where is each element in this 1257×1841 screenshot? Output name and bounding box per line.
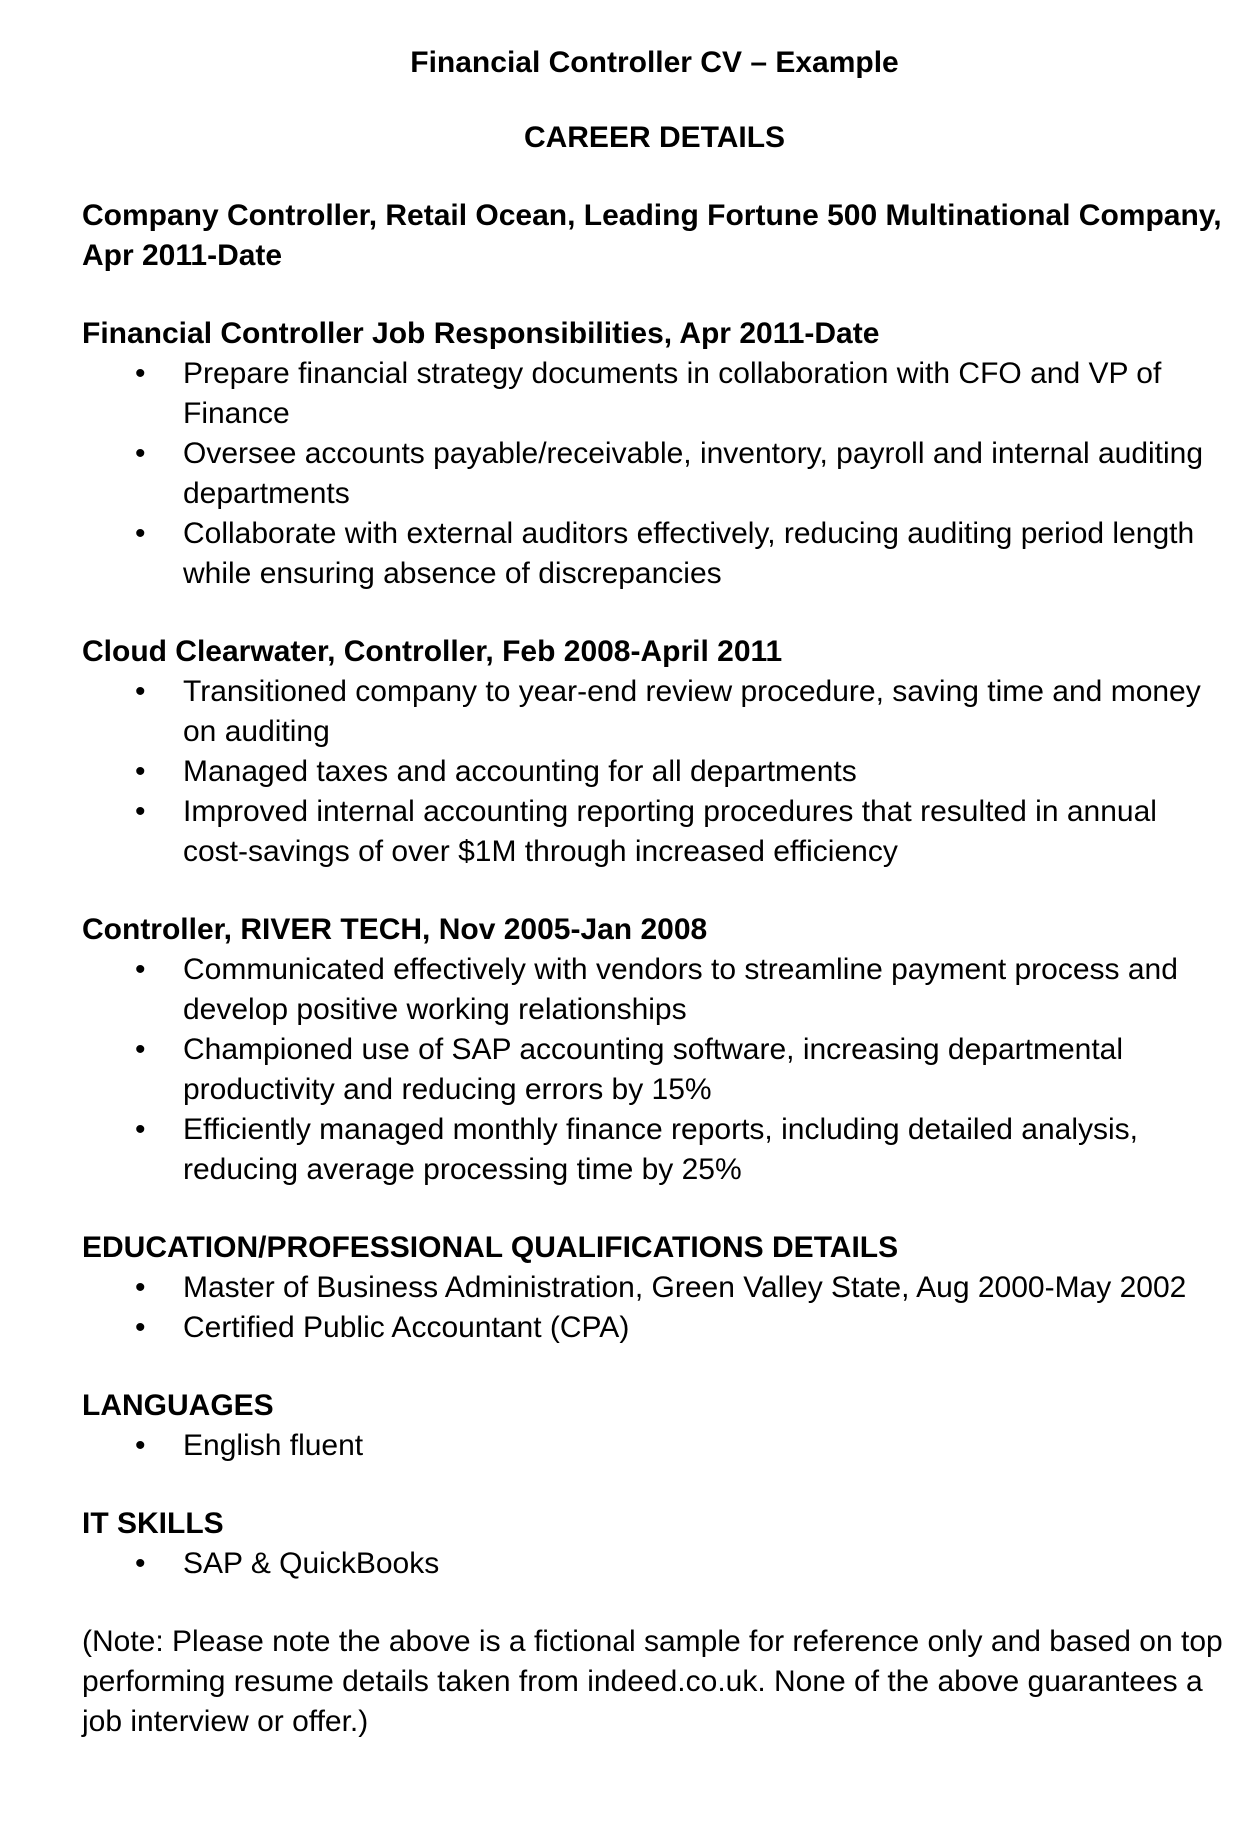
bullet-list	[82, 354, 1227, 594]
bullet-list	[82, 1426, 1227, 1466]
section-heading: Controller, RIVER TECH, Nov 2005-Jan 2008	[82, 913, 708, 946]
bullet-item: • SAP & QuickBooks	[82, 1544, 1227, 1584]
bullet-list	[82, 672, 1227, 872]
section-heading: LANGUAGES	[82, 1389, 274, 1422]
bullet-list	[82, 950, 1227, 1190]
cv-section	[82, 1504, 1227, 1584]
career-details-heading: CAREER DETAILS	[523, 121, 786, 154]
bullet-item: • Transitioned company to year-end review procedure, saving time and money on auditing	[82, 672, 1227, 752]
section-heading: Company Controller, Retail Ocean, Leading Fortune 500 Multinational Company, Apr 2011-Date	[82, 199, 1222, 272]
section-heading: Cloud Clearwater, Controller, Feb 2008-April 2011	[82, 635, 783, 668]
bullet-item: • Master of Business Administration, Green Valley State, Aug 2000-May 2002	[82, 1268, 1227, 1308]
bullet-item: • Championed use of SAP accounting software, increasing departmental productivity and reducing errors by 15%	[82, 1030, 1227, 1110]
cv-section	[82, 632, 1227, 872]
cv-section	[82, 196, 1227, 276]
bullet-item: • Prepare financial strategy documents in collaboration with CFO and VP of Finance	[82, 354, 1227, 434]
bullet-item: • Managed taxes and accounting for all departments	[82, 752, 1227, 792]
bullet-item: • Oversee accounts payable/receivable, inventory, payroll and internal auditing departments	[82, 434, 1227, 514]
cv-section	[82, 910, 1227, 1190]
section-heading: IT SKILLS	[82, 1507, 224, 1540]
bullet-item: • Certified Public Accountant (CPA)	[82, 1308, 1227, 1348]
document-title: Financial Controller CV – Example	[410, 46, 899, 79]
cv-section	[82, 314, 1227, 594]
section-heading: EDUCATION/PROFESSIONAL QUALIFICATIONS DETAILS	[82, 1231, 899, 1264]
bullet-item: • Efficiently managed monthly finance reports, including detailed analysis, reducing average processing time by 25%	[82, 1110, 1227, 1190]
cv-section	[82, 1228, 1227, 1348]
bullet-item: • Collaborate with external auditors effectively, reducing auditing period length while ensuring absence of discrepancies	[82, 514, 1227, 594]
disclaimer-note: (Note: Please note the above is a fictional sample for reference only and based on top performing resume details taken from indeed.co.uk. None of the above guarantees a job interview or offer.)	[82, 1625, 1223, 1738]
bullet-item: • Communicated effectively with vendors to streamline payment process and develop positive working relationships	[82, 950, 1227, 1030]
bullet-item: • Improved internal accounting reporting procedures that resulted in annual cost-savings of over $1M through increased efficiency	[82, 792, 1227, 872]
cv-section	[82, 1386, 1227, 1466]
bullet-list	[82, 1544, 1227, 1584]
bullet-list	[82, 1268, 1227, 1348]
sections-container	[82, 196, 1227, 1584]
section-heading: Financial Controller Job Responsibilities, Apr 2011-Date	[82, 317, 880, 350]
bullet-item: • English fluent	[82, 1426, 1227, 1466]
